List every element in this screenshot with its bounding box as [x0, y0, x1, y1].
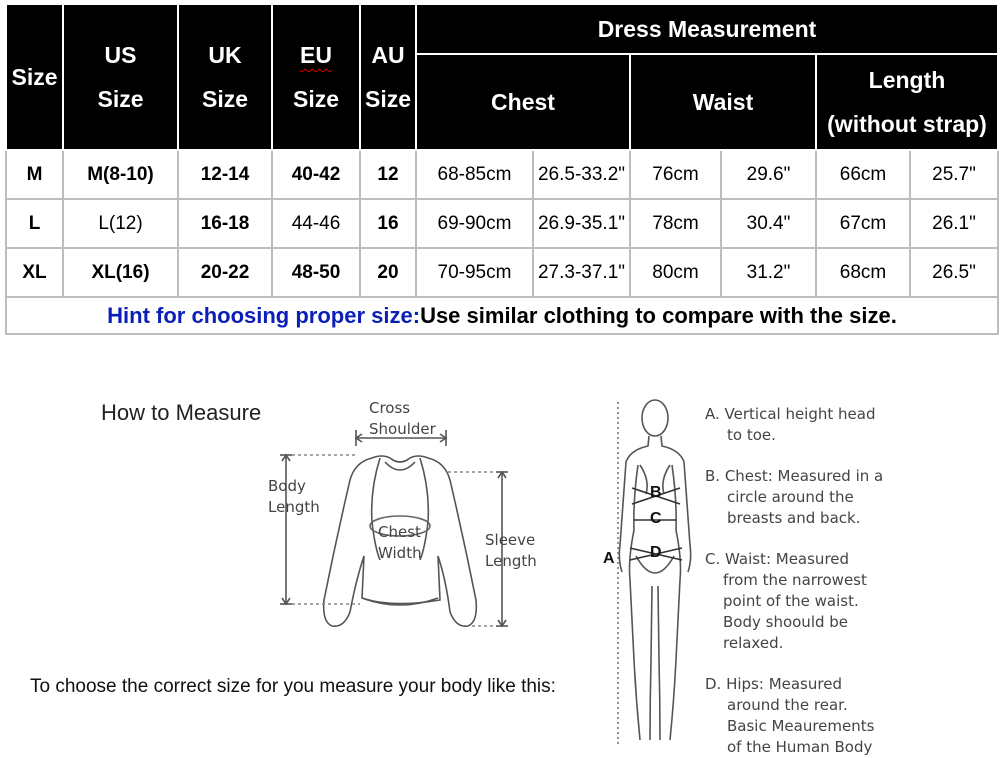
header-size: Size: [6, 4, 63, 150]
cross-shoulder-label: Cross Shoulder: [369, 399, 436, 438]
length-inch-cell: 26.1": [910, 199, 998, 248]
how-to-measure-title: How to Measure: [101, 400, 262, 425]
hint-row: [6, 297, 998, 334]
legend-d: D. Hips: Measured around the rear. Basic Meaurements of the Human Body: [705, 675, 875, 756]
table-row: [6, 199, 998, 248]
hint-label: Hint for choosing proper size:: [107, 302, 421, 328]
length-cm-cell: 67cm: [816, 199, 910, 248]
letter-b-marker: B: [650, 484, 662, 501]
waist-inch-cell: 29.6": [721, 150, 816, 199]
waist-inch-cell: 30.4": [721, 199, 816, 248]
header-waist: Waist: [630, 54, 816, 150]
table-row: [6, 150, 998, 199]
us-size-cell: XL(16): [63, 248, 178, 297]
uk-size-cell: 20-22: [178, 248, 272, 297]
length-inch-cell: 25.7": [910, 150, 998, 199]
au-size-cell: 12: [360, 150, 416, 199]
instruction-text: To choose the correct size for you measure your body like this:: [30, 676, 556, 697]
chest-width-label: Chest Width: [378, 523, 422, 562]
legend-c: C. Waist: Measured from the narrowest point of the waist. Body shoould be relaxed.: [705, 550, 867, 652]
waist-cm-cell: 78cm: [630, 199, 721, 248]
size-cell: XL: [6, 248, 63, 297]
length-inch-cell: 26.5": [910, 248, 998, 297]
chest-inch-cell: 27.3-37.1": [533, 248, 630, 297]
length-cm-cell: 66cm: [816, 150, 910, 199]
header-eu-size: EU Size: [272, 4, 360, 150]
chest-inch-cell: 26.5-33.2": [533, 150, 630, 199]
size-cell: L: [6, 199, 63, 248]
letter-c-marker: C: [650, 510, 662, 527]
body-length-label: Body Length: [268, 477, 320, 516]
chest-cm-cell: 69-90cm: [416, 199, 533, 248]
waist-cm-cell: 80cm: [630, 248, 721, 297]
us-size-cell: L(12): [63, 199, 178, 248]
letter-a-marker: A: [603, 550, 615, 567]
header-chest: Chest: [416, 54, 630, 150]
header-au-size: AU Size: [360, 4, 416, 150]
hint-cell: [6, 297, 998, 334]
eu-size-cell: 48-50: [272, 248, 360, 297]
header-uk-size: UK Size: [178, 4, 272, 150]
au-size-cell: 20: [360, 248, 416, 297]
header-length: Length (without strap): [816, 54, 998, 150]
header-dress-measurement: Dress Measurement: [416, 4, 998, 54]
size-cell: M: [6, 150, 63, 199]
uk-size-cell: 12-14: [178, 150, 272, 199]
legend-a: A. Vertical height head to toe.: [705, 405, 876, 444]
us-size-cell: M(8-10): [63, 150, 178, 199]
eu-size-cell: 44-46: [272, 199, 360, 248]
length-cm-cell: 68cm: [816, 248, 910, 297]
waist-cm-cell: 76cm: [630, 150, 721, 199]
sleeve-length-label: Sleeve Length: [485, 531, 537, 570]
uk-size-cell: 16-18: [178, 199, 272, 248]
letter-d-marker: D: [650, 544, 662, 561]
eu-size-cell: 40-42: [272, 150, 360, 199]
chest-cm-cell: 70-95cm: [416, 248, 533, 297]
chest-cm-cell: 68-85cm: [416, 150, 533, 199]
header-us-size: US Size: [63, 4, 178, 150]
hint-text: Use similar clothing to compare with the size.: [420, 302, 897, 328]
size-chart-table: [5, 3, 999, 335]
legend-b: B. Chest: Measured in a circle around the breasts and back.: [705, 467, 884, 527]
chest-inch-cell: 26.9-35.1": [533, 199, 630, 248]
waist-inch-cell: 31.2": [721, 248, 816, 297]
table-row: [6, 248, 998, 297]
au-size-cell: 16: [360, 199, 416, 248]
